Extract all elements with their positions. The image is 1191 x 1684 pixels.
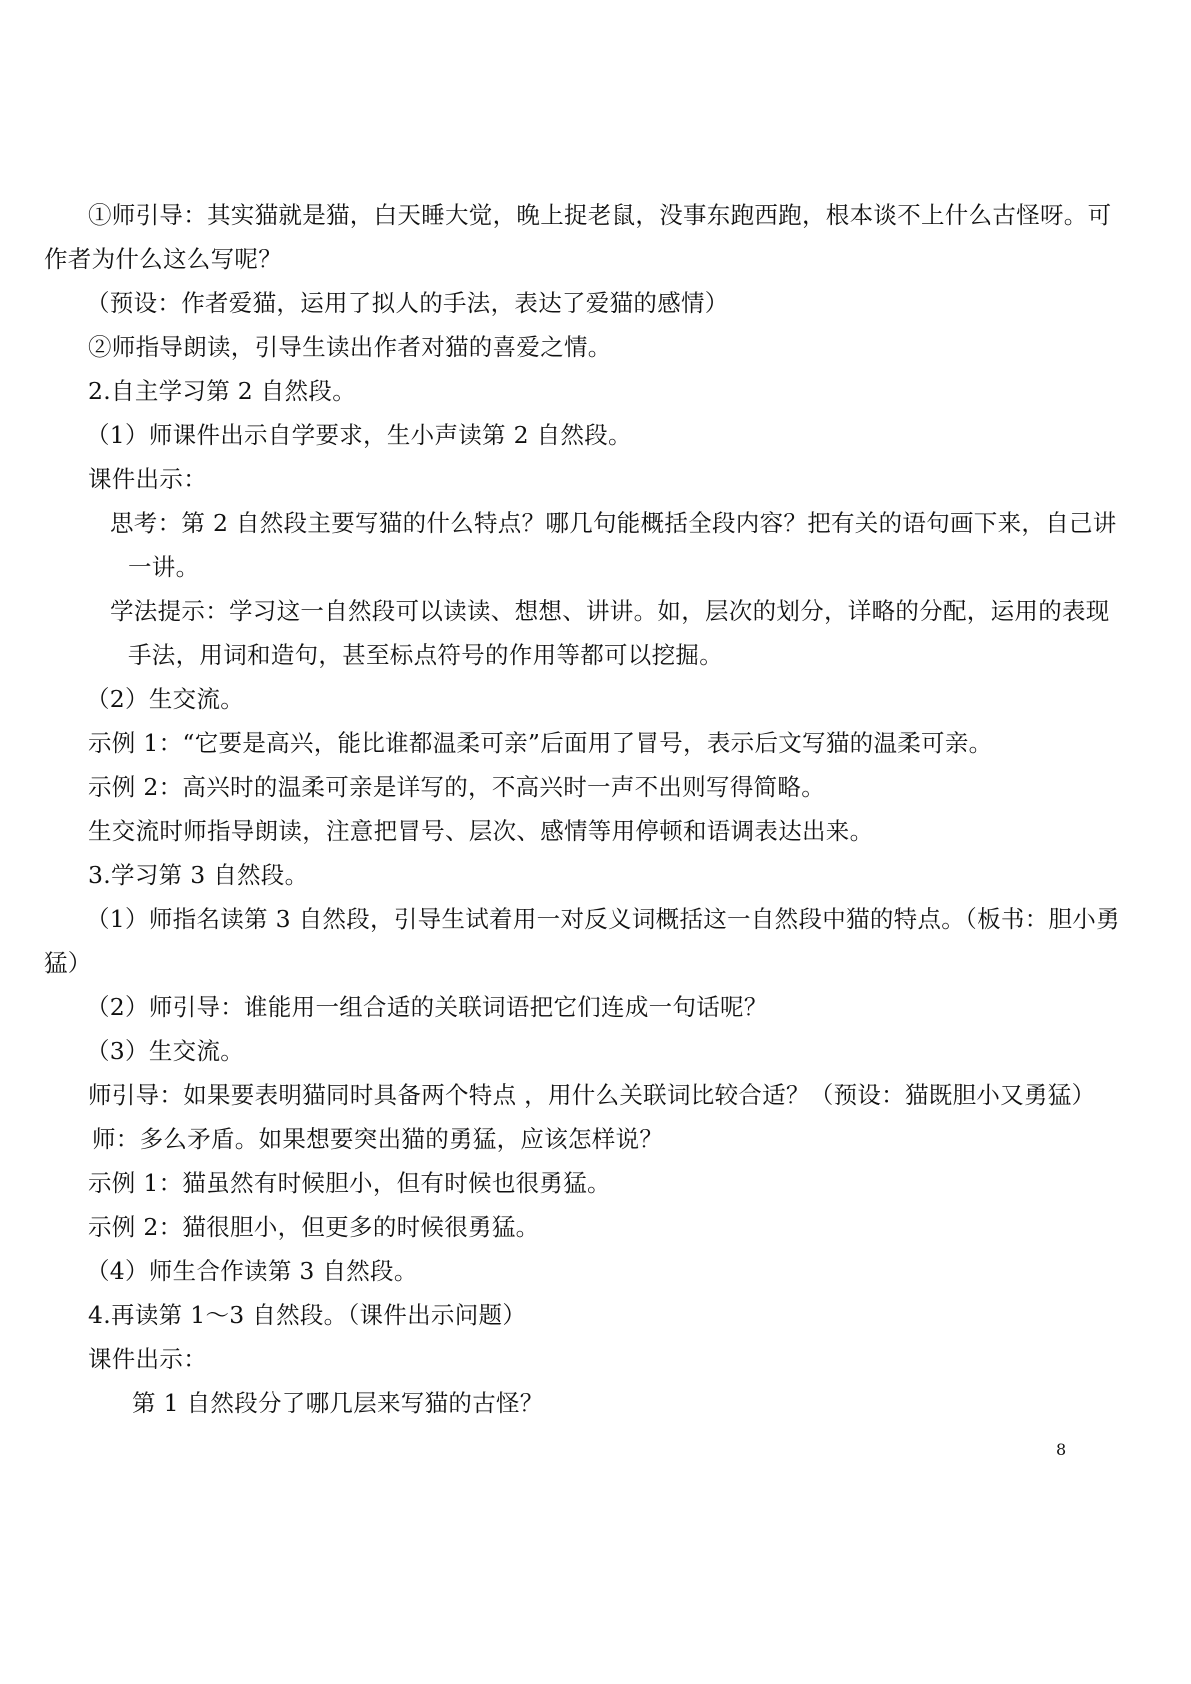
courseware-line: 一讲。 — [128, 553, 200, 581]
body-line: 示例 1：猫虽然有时候胆小，但有时候也很勇猛。 — [88, 1169, 611, 1197]
body-line: （3）生交流。 — [86, 1037, 245, 1065]
body-line: （2）师引导：谁能用一组合适的关联词语把它们连成一句话呢？ — [86, 993, 768, 1021]
section-heading: 4.再读第 1～3 自然段。（课件出示问题） — [88, 1301, 527, 1329]
body-line: 示例 2：高兴时的温柔可亲是详写的，不高兴时一声不出则写得简略。 — [88, 773, 826, 801]
courseware-line: 手法，用词和造句，甚至标点符号的作用等都可以挖掘。 — [128, 641, 723, 669]
body-line: 师：多么矛盾。如果想要突出猫的勇猛，应该怎样说？ — [92, 1125, 664, 1153]
courseware-line: 学法提示：学习这一自然段可以读读、想想、讲讲。如，层次的划分，详略的分配，运用的表现 — [110, 597, 1110, 625]
body-line: 猛） — [44, 949, 92, 977]
body-line: ①师引导：其实猫就是猫，白天睡大觉，晚上捉老鼠，没事东跑西跑，根本谈不上什么古怪呀。可 — [88, 201, 1112, 229]
section-heading: 3.学习第 3 自然段。 — [88, 861, 309, 889]
body-line: （1）师课件出示自学要求，生小声读第 2 自然段。 — [86, 421, 632, 449]
body-line: 示例 2：猫很胆小，但更多的时候很勇猛。 — [88, 1213, 540, 1241]
body-line: （4）师生合作读第 3 自然段。 — [86, 1257, 418, 1285]
body-line: 课件出示： — [88, 1345, 207, 1373]
body-line: （1）师指名读第 3 自然段，引导生试着用一对反义词概括这一自然段中猫的特点。（板书：胆小勇 — [86, 905, 1120, 933]
section-heading: 2.自主学习第 2 自然段。 — [88, 377, 357, 405]
page-number: 8 — [1056, 1440, 1067, 1459]
body-line: 作者为什么这么写呢？ — [44, 245, 282, 273]
body-line: （预设：作者爱猫，运用了拟人的手法，表达了爱猫的感情） — [86, 289, 729, 317]
body-line: 示例 1：“它要是高兴，能比谁都温柔可亲”后面用了冒号，表示后文写猫的温柔可亲。 — [88, 729, 993, 757]
courseware-line: 思考：第 2 自然段主要写猫的什么特点？哪几句能概括全段内容？把有关的语句画下来，自己讲 — [110, 509, 1117, 537]
body-line: 课件出示： — [88, 465, 207, 493]
body-line: 生交流时师指导朗读，注意把冒号、层次、感情等用停顿和语调表达出来。 — [88, 817, 874, 845]
body-line: （2）生交流。 — [86, 685, 245, 713]
body-line: ②师指导朗读，引导生读出作者对猫的喜爱之情。 — [88, 333, 612, 361]
courseware-line: 第 1 自然段分了哪几层来写猫的古怪？ — [132, 1389, 544, 1417]
body-line: 师引导：如果要表明猫同时具备两个特点 ，用什么关联词比较合适？（预设：猫既胆小又勇猛） — [88, 1081, 1096, 1109]
